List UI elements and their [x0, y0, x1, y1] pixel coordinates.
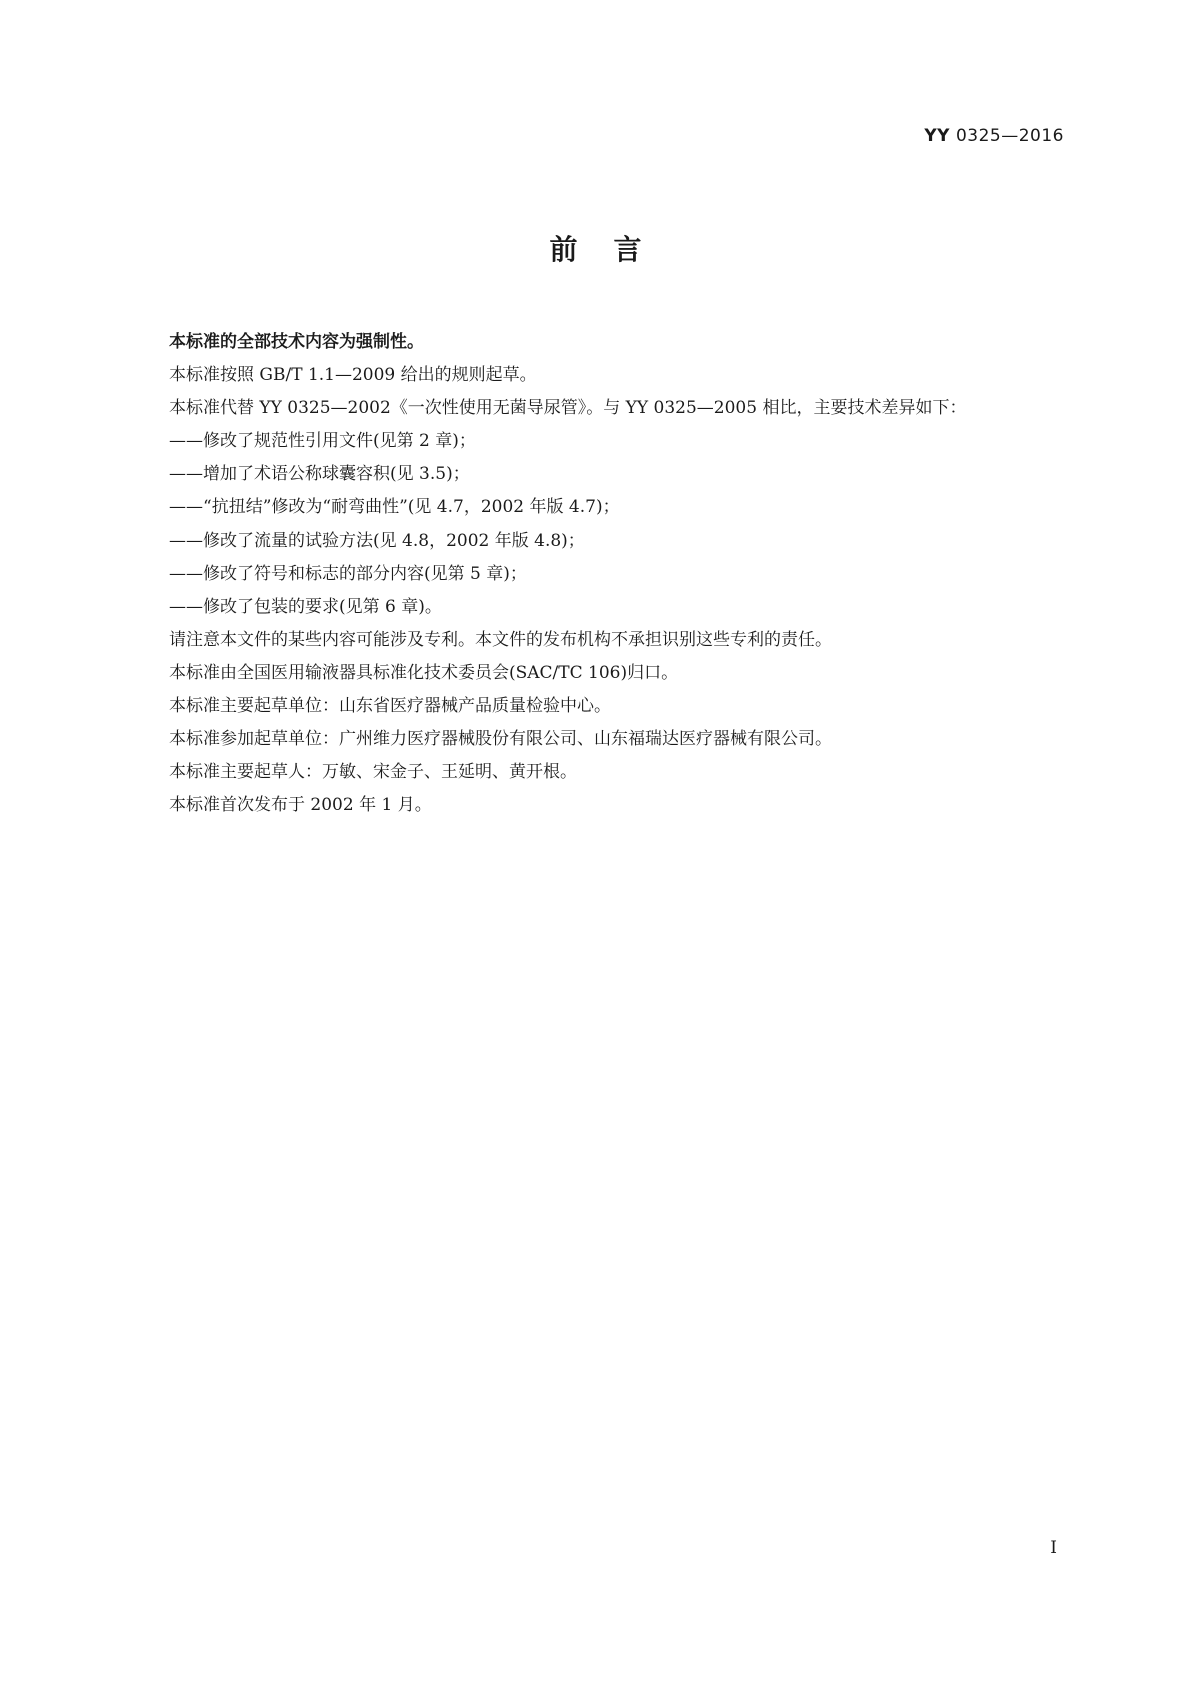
change-item: ——“抗扭结”修改为“耐弯曲性”(见 4.7，2002 年版 4.7)；	[169, 497, 620, 518]
standard-number	[924, 126, 1064, 146]
paragraph-main-drafting-unit: 本标准主要起草单位：山东省医疗器械产品质量检验中心。	[169, 696, 611, 717]
paragraph-participating-units: 本标准参加起草单位：广州维力医疗器械股份有限公司、山东福瑞达医疗器械有限公司。	[169, 729, 832, 750]
change-item: ——增加了术语公称球囊容积(见 3.5)；	[169, 464, 470, 485]
change-item: ——修改了符号和标志的部分内容(见第 5 章)；	[169, 563, 527, 584]
page-number: I	[1050, 1538, 1057, 1558]
change-item: ——修改了规范性引用文件(见第 2 章)；	[169, 431, 476, 452]
paragraph-first-release: 本标准首次发布于 2002 年 1 月。	[169, 795, 432, 816]
paragraph-replacement: 本标准代替 YY 0325—2002《一次性使用无菌导尿管》。与 YY 0325—2005 相比，主要技术差异如下：	[169, 398, 967, 419]
paragraph-committee: 本标准由全国医用输液器具标准化技术委员会(SAC/TC 106)归口。	[169, 662, 679, 683]
standard-prefix: YY	[924, 126, 950, 146]
paragraph-drafting-rules: 本标准按照 GB/T 1.1—2009 给出的规则起草。	[169, 365, 537, 386]
change-item: ——修改了流量的试验方法(见 4.8，2002 年版 4.8)；	[169, 530, 585, 551]
page-title: 前言	[549, 233, 678, 266]
change-item: ——修改了包装的要求(见第 6 章)。	[169, 596, 442, 617]
paragraph-main-drafters: 本标准主要起草人：万敏、宋金子、王延明、黄开根。	[169, 762, 577, 783]
paragraph-mandatory: 本标准的全部技术内容为强制性。	[169, 332, 424, 352]
paragraph-patent-notice: 请注意本文件的某些内容可能涉及专利。本文件的发布机构不承担识别这些专利的责任。	[169, 629, 832, 650]
foreword-body	[121, 326, 1067, 822]
standard-code: 0325—2016	[955, 126, 1064, 146]
